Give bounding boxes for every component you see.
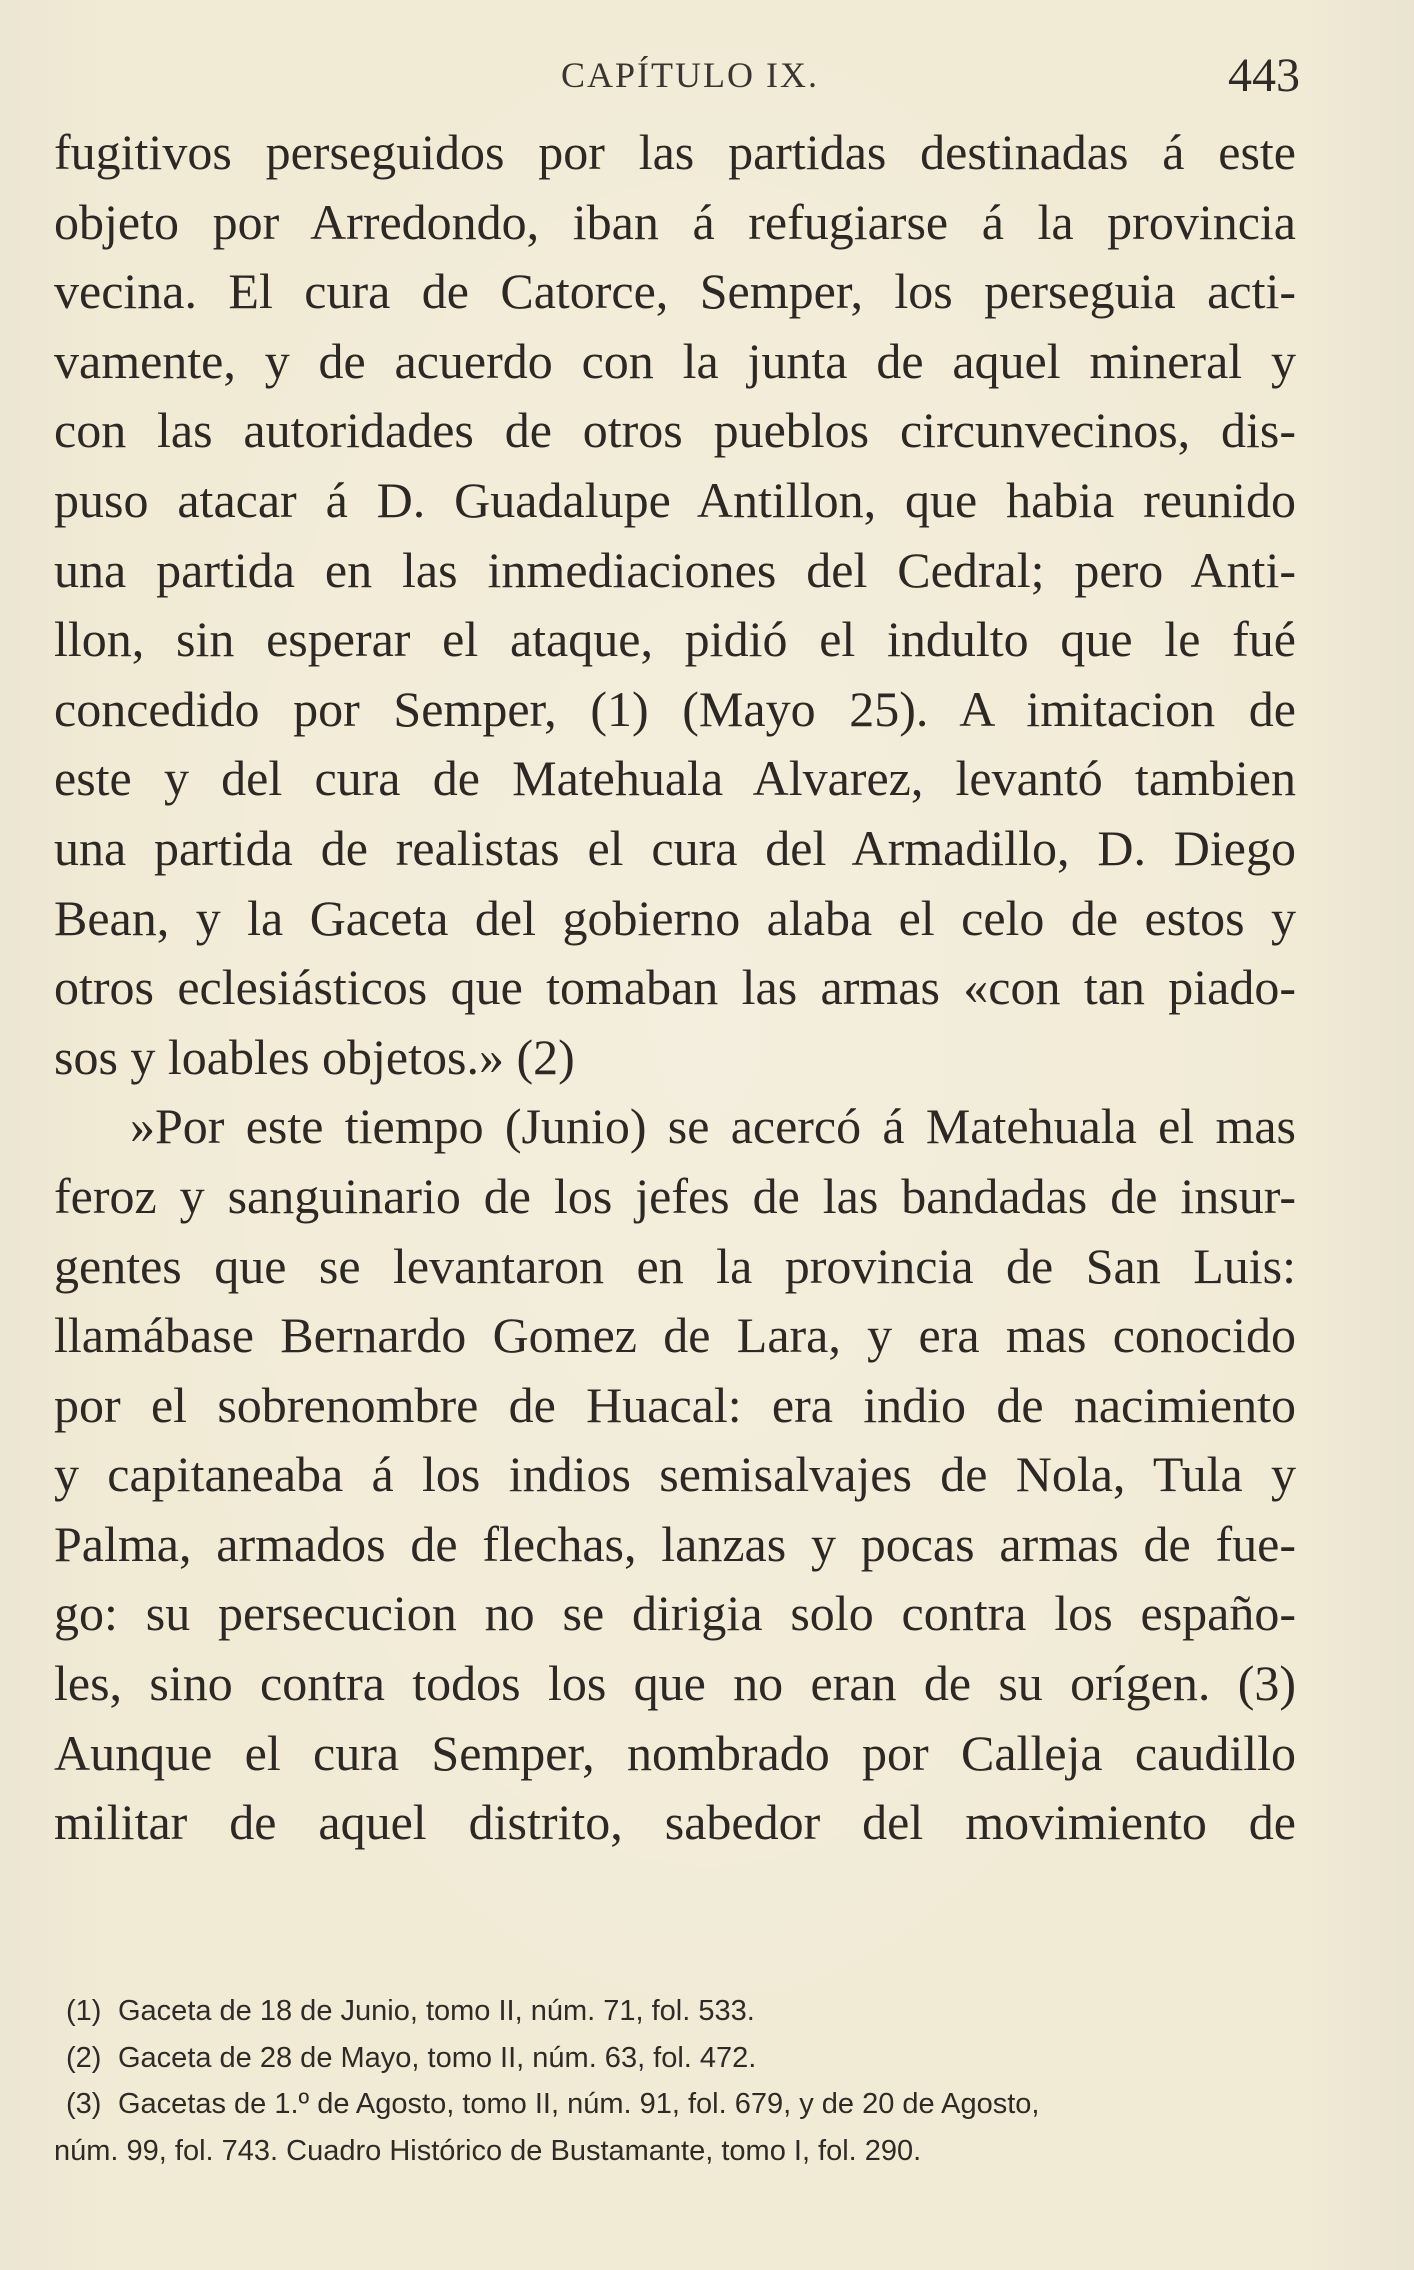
text-line: vecina. El cura de Catorce, Semper, los perseguia acti- bbox=[54, 263, 1296, 320]
text-line: feroz y sanguinario de los jefes de las bandadas de insur- bbox=[54, 1167, 1296, 1224]
footnote-number: (1) bbox=[66, 1995, 102, 2027]
text-line: objeto por Arredondo, iban á refugiarse á la provincia bbox=[54, 193, 1296, 250]
text-line: puso atacar á D. Guadalupe Antillon, que habia reunido bbox=[54, 471, 1296, 528]
text-line: concedido por Semper, (1) (Mayo 25). A imitacion de bbox=[54, 680, 1296, 737]
footnotes bbox=[54, 1988, 1114, 2174]
page-number: 443 bbox=[1228, 49, 1300, 102]
text-line: otros eclesiásticos que tomaban las armas «con tan piado- bbox=[54, 959, 1296, 1016]
footnote-number: (3) bbox=[66, 2088, 102, 2121]
text-line: fugitivos perseguidos por las partidas destinadas á este bbox=[54, 124, 1296, 180]
text-line: go: su persecucion no se dirigia solo contra los españo- bbox=[54, 1585, 1296, 1642]
text-line: Bean, y la Gaceta del gobierno alaba el celo de estos y bbox=[54, 889, 1296, 946]
text-line: vamente, y de acuerdo con la junta de aquel mineral y bbox=[54, 332, 1296, 389]
text-line: llon, sin esperar el ataque, pidió el indulto que le fué bbox=[54, 611, 1296, 668]
text-line: con las autoridades de otros pueblos circunvecinos, dis- bbox=[54, 402, 1296, 459]
text-line: militar de aquel distrito, sabedor del movimiento de bbox=[54, 1794, 1296, 1851]
running-head bbox=[0, 48, 1414, 108]
text-line: llamábase Bernardo Gomez de Lara, y era mas conocido bbox=[54, 1307, 1296, 1364]
footnote-text: Gaceta de 28 de Mayo, tomo II, núm. 63, fol. 472. bbox=[118, 2041, 757, 2074]
text-line: por el sobrenombre de Huacal: era indio de nacimiento bbox=[54, 1376, 1296, 1433]
footnote-text: núm. 99, fol. 743. Cuadro Histórico de Bustamante, tomo I, fol. 290. bbox=[54, 2134, 922, 2167]
footnote-3 bbox=[54, 2081, 1114, 2128]
footnote-text: Gacetas de 1.º de Agosto, tomo II, núm. 91, fol. 679, y de 20 de Agosto, bbox=[118, 2088, 1040, 2121]
text-line: una partida de realistas el cura del Armadillo, D. Diego bbox=[54, 819, 1296, 876]
text-line: una partida en las inmediaciones del Cedral; pero Anti- bbox=[54, 541, 1296, 598]
text-line: Palma, armados de flechas, lanzas y pocas armas de fue- bbox=[54, 1515, 1296, 1572]
chapter-heading: CAPÍTULO IX. bbox=[561, 55, 819, 95]
footnote-2 bbox=[54, 2035, 1114, 2082]
body-text bbox=[54, 118, 1296, 1858]
text-line: y capitaneaba á los indios semisalvajes de Nola, Tula y bbox=[54, 1446, 1296, 1503]
footnote-1 bbox=[54, 1988, 1114, 2035]
text-line: Aunque el cura Semper, nombrado por Calleja caudillo bbox=[54, 1724, 1296, 1781]
text-line: este y del cura de Matehuala Alvarez, levantó tambien bbox=[54, 750, 1296, 807]
footnote-3-continuation bbox=[54, 2128, 1114, 2175]
footnote-number: (2) bbox=[66, 2041, 102, 2074]
text-line: les, sino contra todos los que no eran de su orígen. (3) bbox=[54, 1655, 1296, 1712]
paragraph-end-line: sos y loables objetos.» (2) bbox=[54, 1028, 575, 1085]
paragraph-start-line: »Por este tiempo (Junio) se acercó á Matehuala el mas bbox=[130, 1098, 1296, 1155]
footnote-text: Gaceta de 18 de Junio, tomo II, núm. 71, fol. 533. bbox=[118, 1995, 755, 2027]
text-line: gentes que se levantaron en la provincia de San Luis: bbox=[54, 1237, 1296, 1294]
